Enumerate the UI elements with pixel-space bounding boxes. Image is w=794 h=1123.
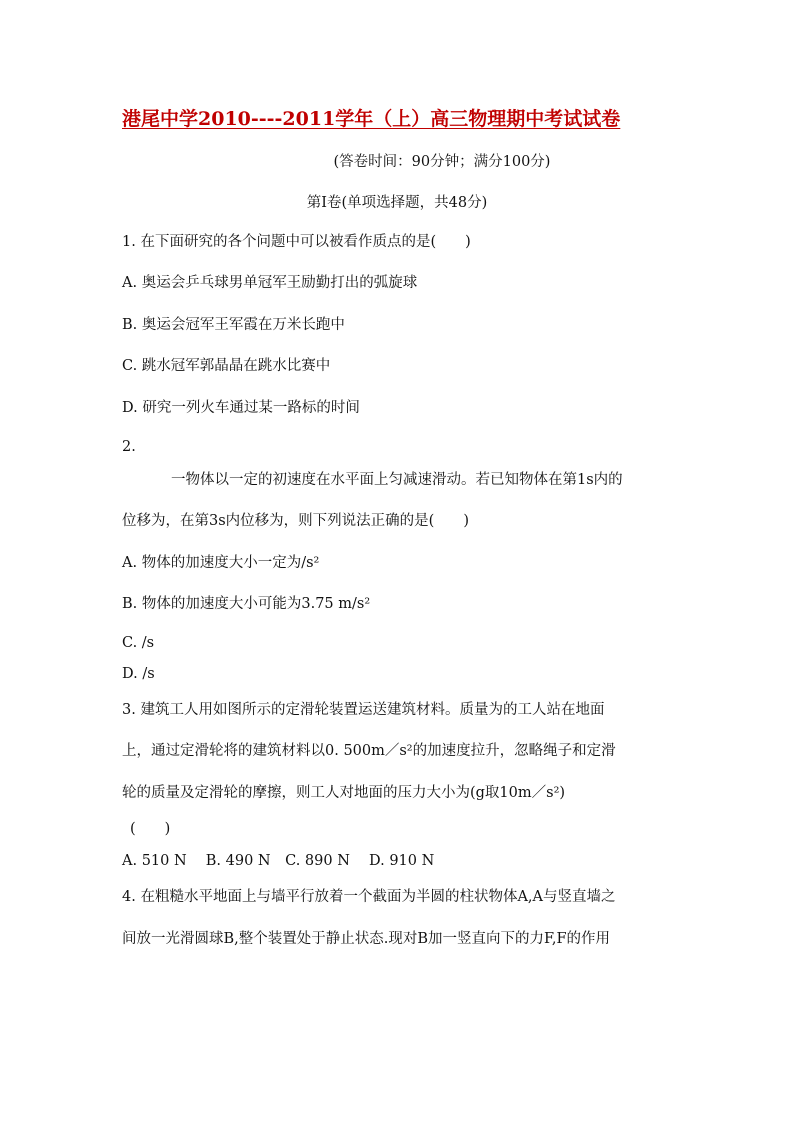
exam-title: 港尾中学2010----2011学年（上）高三物理期中考试试卷 (122, 108, 621, 130)
question-1-option-a: A. 奥运会乒乓球男单冠军王励勤打出的弧旋球 (122, 275, 418, 291)
question-3-options: A. 510 N B. 490 N C. 890 N D. 910 N (122, 853, 435, 869)
question-3-line2: 上，通过定滑轮将的建筑材料以0. 500m／s²的加速度拉升，忽略绳子和定滑 (122, 743, 616, 759)
question-2-option-d: D. /s (122, 666, 155, 682)
question-1-stem: 1. 在下面研究的各个问题中可以被看作质点的是( ) (122, 234, 471, 250)
question-2-option-a: A. 物体的加速度大小一定为/s² (122, 555, 320, 571)
question-3-line3: 轮的质量及定滑轮的摩擦，则工人对地面的压力大小为(g取10m／s²) (122, 785, 566, 801)
question-4-line2: 间放一光滑圆球B,整个装置处于静止状态.现对B加一竖直向下的力F,F的作用 (122, 931, 610, 947)
question-2-number: 2. (122, 439, 136, 455)
question-2-option-b: B. 物体的加速度大小可能为3.75 m/s² (122, 596, 371, 612)
question-1-option-c: C. 跳水冠军郭晶晶在跳水比赛中 (122, 358, 331, 374)
question-3-answer-paren: ( ) (130, 821, 171, 837)
question-3-line1: 3. 建筑工人用如图所示的定滑轮装置运送建筑材料。质量为的工人站在地面 (122, 702, 605, 718)
section-heading: 第Ⅰ卷(单项选择题，共48分) (306, 195, 488, 211)
question-4-line1: 4. 在粗糙水平地面上与墙平行放着一个截面为半圆的柱状物体A,A与竖直墙之 (122, 889, 616, 905)
question-2-option-c: C. /s (122, 635, 155, 651)
question-1-option-b: B. 奥运会冠军王军霞在万米长跑中 (122, 317, 345, 333)
exam-subtitle: (答卷时间：90分钟；满分100分) (333, 154, 551, 170)
question-2-stem-line2: 位移为，在第3s内位移为，则下列说法正确的是( ) (122, 513, 469, 529)
question-1-option-d: D. 研究一列火车通过某一路标的时间 (122, 400, 360, 416)
question-2-stem-line1: 一物体以一定的初速度在水平面上匀减速滑动。若已知物体在第1s内的 (171, 472, 623, 488)
